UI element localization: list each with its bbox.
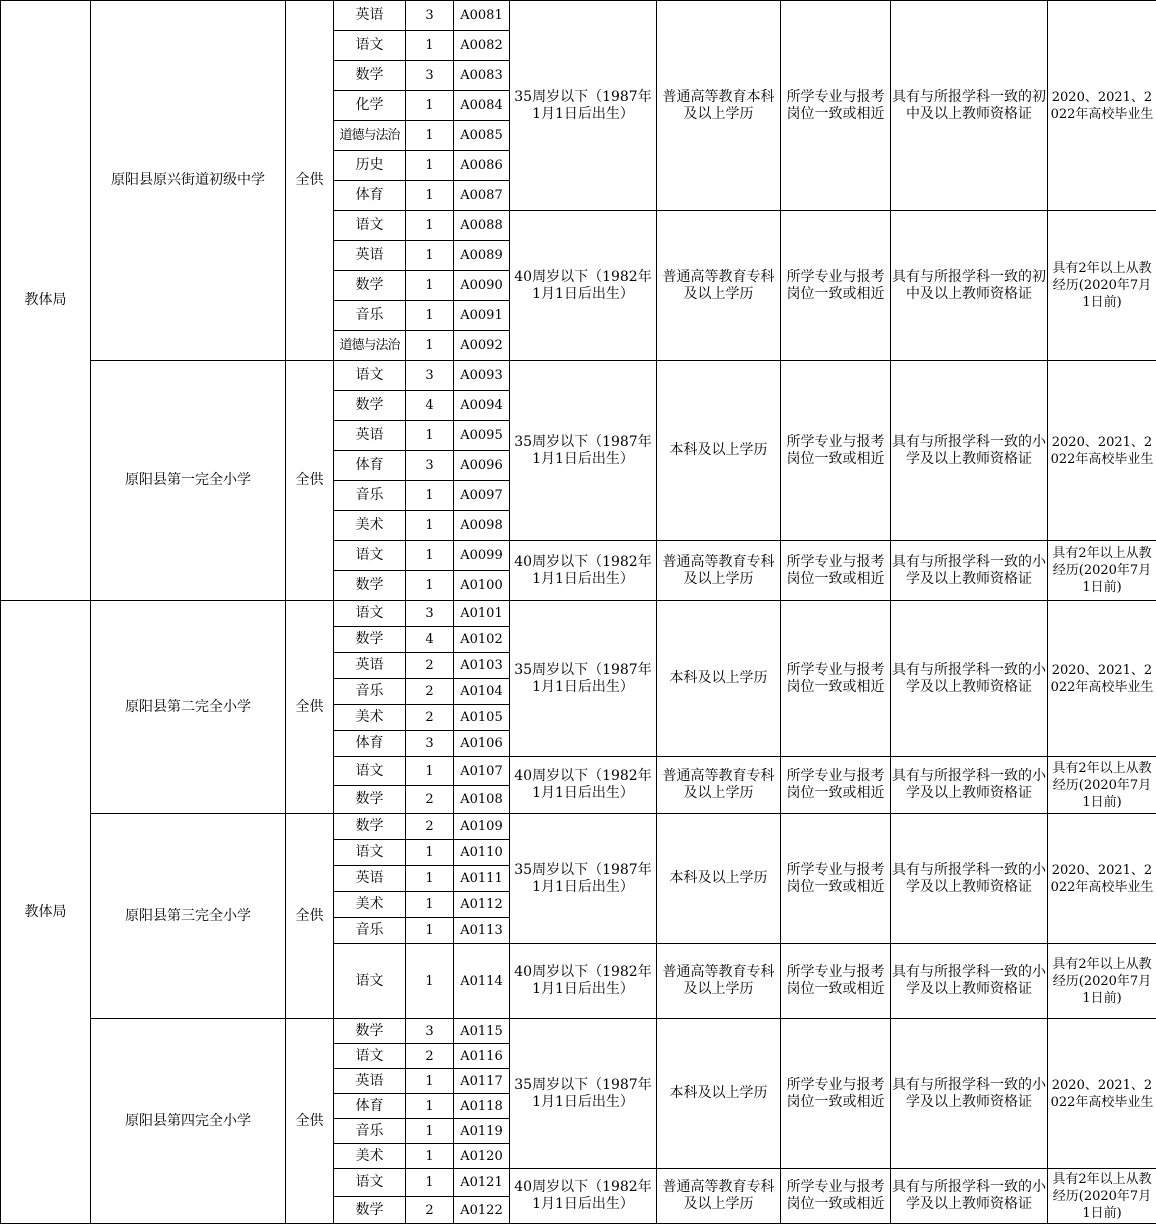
education-requirement-cell: 普通高等教育专科及以上学历 (657, 1169, 781, 1224)
count-cell: 3 (406, 731, 454, 757)
major-requirement-cell: 所学专业与报考岗位一致或相近 (781, 601, 891, 757)
position-code-cell: A0097 (454, 481, 510, 511)
position-code-cell: A0116 (454, 1044, 510, 1069)
count-cell: 1 (406, 241, 454, 271)
position-code-cell: A0117 (454, 1069, 510, 1094)
subject-cell: 数学 (334, 627, 406, 653)
subject-cell: 音乐 (334, 679, 406, 705)
age-requirement-cell: 40周岁以下（1982年1月1日后出生） (510, 541, 657, 601)
funding-cell: 全供 (286, 1019, 334, 1224)
funding-cell: 全供 (286, 814, 334, 1019)
position-code-cell: A0113 (454, 918, 510, 944)
major-requirement-cell: 所学专业与报考岗位一致或相近 (781, 1, 891, 211)
education-requirement-cell: 本科及以上学历 (657, 601, 781, 757)
major-requirement-cell: 所学专业与报考岗位一致或相近 (781, 944, 891, 1019)
certificate-requirement-cell: 具有与所报学科一致的小学及以上教师资格证 (891, 361, 1048, 541)
position-code-cell: A0100 (454, 571, 510, 601)
subject-cell: 语文 (334, 601, 406, 627)
other-requirement-cell: 2020、2021、2022年高校毕业生 (1048, 1, 1156, 211)
other-requirement-cell: 2020、2021、2022年高校毕业生 (1048, 601, 1156, 757)
position-code-cell: A0095 (454, 421, 510, 451)
subject-cell: 化学 (334, 91, 406, 121)
position-code-cell: A0092 (454, 331, 510, 361)
other-requirement-cell: 2020、2021、2022年高校毕业生 (1048, 1019, 1156, 1169)
count-cell: 1 (406, 866, 454, 892)
count-cell: 1 (406, 31, 454, 61)
subject-cell: 语文 (334, 944, 406, 1019)
count-cell: 1 (406, 944, 454, 1019)
age-requirement-cell: 40周岁以下（1982年1月1日后出生） (510, 1169, 657, 1224)
count-cell: 4 (406, 391, 454, 421)
education-requirement-cell: 普通高等教育专科及以上学历 (657, 757, 781, 814)
major-requirement-cell: 所学专业与报考岗位一致或相近 (781, 361, 891, 541)
count-cell: 1 (406, 481, 454, 511)
age-requirement-cell: 35周岁以下（1987年1月1日后出生） (510, 1, 657, 211)
subject-cell: 英语 (334, 866, 406, 892)
subject-cell: 数学 (334, 1197, 406, 1224)
count-cell: 2 (406, 705, 454, 731)
certificate-requirement-cell: 具有与所报学科一致的小学及以上教师资格证 (891, 944, 1048, 1019)
position-code-cell: A0118 (454, 1094, 510, 1119)
table-row (1, 1, 1156, 31)
subject-cell: 音乐 (334, 301, 406, 331)
subject-cell: 美术 (334, 1144, 406, 1169)
count-cell: 1 (406, 301, 454, 331)
table-row (1, 361, 1156, 391)
education-requirement-cell: 本科及以上学历 (657, 1019, 781, 1169)
subject-cell: 数学 (334, 571, 406, 601)
count-cell: 1 (406, 757, 454, 786)
count-cell: 1 (406, 918, 454, 944)
age-requirement-cell: 35周岁以下（1987年1月1日后出生） (510, 361, 657, 541)
subject-cell: 语文 (334, 31, 406, 61)
education-requirement-cell: 本科及以上学历 (657, 361, 781, 541)
other-requirement-cell: 2020、2021、2022年高校毕业生 (1048, 361, 1156, 541)
count-cell: 4 (406, 627, 454, 653)
subject-cell: 美术 (334, 511, 406, 541)
department-cell: 教体局 (1, 601, 91, 1224)
certificate-requirement-cell: 具有与所报学科一致的小学及以上教师资格证 (891, 1019, 1048, 1169)
age-requirement-cell: 40周岁以下（1982年1月1日后出生） (510, 944, 657, 1019)
certificate-requirement-cell: 具有与所报学科一致的小学及以上教师资格证 (891, 541, 1048, 601)
position-code-cell: A0114 (454, 944, 510, 1019)
position-code-cell: A0101 (454, 601, 510, 627)
position-code-cell: A0115 (454, 1019, 510, 1044)
position-code-cell: A0121 (454, 1169, 510, 1197)
position-code-cell: A0099 (454, 541, 510, 571)
count-cell: 1 (406, 331, 454, 361)
position-code-cell: A0111 (454, 866, 510, 892)
subject-cell: 英语 (334, 421, 406, 451)
other-requirement-cell: 具有2年以上从教经历(2020年7月1日前) (1048, 1169, 1156, 1224)
subject-cell: 数学 (334, 814, 406, 840)
subject-cell: 数学 (334, 391, 406, 421)
subject-cell: 美术 (334, 705, 406, 731)
count-cell: 1 (406, 1094, 454, 1119)
count-cell: 1 (406, 571, 454, 601)
subject-cell: 英语 (334, 1, 406, 31)
major-requirement-cell: 所学专业与报考岗位一致或相近 (781, 211, 891, 361)
count-cell: 3 (406, 1019, 454, 1044)
subject-cell: 数学 (334, 786, 406, 814)
position-code-cell: A0104 (454, 679, 510, 705)
education-requirement-cell: 普通高等教育本科及以上学历 (657, 1, 781, 211)
subject-cell: 数学 (334, 61, 406, 91)
subject-cell: 语文 (334, 840, 406, 866)
subject-cell: 美术 (334, 892, 406, 918)
subject-cell: 语文 (334, 211, 406, 241)
certificate-requirement-cell: 具有与所报学科一致的初中及以上教师资格证 (891, 211, 1048, 361)
certificate-requirement-cell: 具有与所报学科一致的小学及以上教师资格证 (891, 757, 1048, 814)
subject-cell: 体育 (334, 451, 406, 481)
age-requirement-cell: 40周岁以下（1982年1月1日后出生） (510, 757, 657, 814)
major-requirement-cell: 所学专业与报考岗位一致或相近 (781, 1169, 891, 1224)
position-code-cell: A0102 (454, 627, 510, 653)
count-cell: 1 (406, 211, 454, 241)
count-cell: 1 (406, 541, 454, 571)
position-code-cell: A0081 (454, 1, 510, 31)
subject-cell: 语文 (334, 1169, 406, 1197)
count-cell: 2 (406, 1044, 454, 1069)
certificate-requirement-cell: 具有与所报学科一致的小学及以上教师资格证 (891, 1169, 1048, 1224)
count-cell: 2 (406, 679, 454, 705)
position-code-cell: A0087 (454, 181, 510, 211)
other-requirement-cell: 具有2年以上从教经历(2020年7月1日前) (1048, 757, 1156, 814)
other-requirement-cell: 具有2年以上从教经历(2020年7月1日前) (1048, 944, 1156, 1019)
count-cell: 2 (406, 814, 454, 840)
position-code-cell: A0082 (454, 31, 510, 61)
count-cell: 1 (406, 1144, 454, 1169)
position-code-cell: A0105 (454, 705, 510, 731)
position-code-cell: A0112 (454, 892, 510, 918)
subject-cell: 语文 (334, 361, 406, 391)
count-cell: 3 (406, 601, 454, 627)
count-cell: 2 (406, 786, 454, 814)
funding-cell: 全供 (286, 361, 334, 601)
position-code-cell: A0103 (454, 653, 510, 679)
position-code-cell: A0122 (454, 1197, 510, 1224)
count-cell: 1 (406, 421, 454, 451)
certificate-requirement-cell: 具有与所报学科一致的小学及以上教师资格证 (891, 814, 1048, 944)
count-cell: 1 (406, 91, 454, 121)
count-cell: 1 (406, 121, 454, 151)
position-code-cell: A0083 (454, 61, 510, 91)
position-code-cell: A0119 (454, 1119, 510, 1144)
age-requirement-cell: 40周岁以下（1982年1月1日后出生） (510, 211, 657, 361)
position-code-cell: A0093 (454, 361, 510, 391)
school-name-cell: 原阳县第四完全小学 (91, 1019, 286, 1224)
school-name-cell: 原阳县第二完全小学 (91, 601, 286, 814)
position-code-cell: A0084 (454, 91, 510, 121)
subject-cell: 道德与法治 (334, 331, 406, 361)
count-cell: 2 (406, 653, 454, 679)
department-cell: 教体局 (1, 1, 91, 601)
subject-cell: 体育 (334, 181, 406, 211)
position-code-cell: A0090 (454, 271, 510, 301)
count-cell: 1 (406, 1119, 454, 1144)
other-requirement-cell: 2020、2021、2022年高校毕业生 (1048, 814, 1156, 944)
position-code-cell: A0120 (454, 1144, 510, 1169)
position-code-cell: A0085 (454, 121, 510, 151)
position-code-cell: A0107 (454, 757, 510, 786)
subject-cell: 音乐 (334, 1119, 406, 1144)
subject-cell: 历史 (334, 151, 406, 181)
education-requirement-cell: 本科及以上学历 (657, 814, 781, 944)
subject-cell: 体育 (334, 731, 406, 757)
position-code-cell: A0106 (454, 731, 510, 757)
count-cell: 1 (406, 892, 454, 918)
position-code-cell: A0109 (454, 814, 510, 840)
count-cell: 1 (406, 151, 454, 181)
subject-cell: 音乐 (334, 481, 406, 511)
funding-cell: 全供 (286, 601, 334, 814)
table-row (1, 1019, 1156, 1044)
count-cell: 1 (406, 1169, 454, 1197)
age-requirement-cell: 35周岁以下（1987年1月1日后出生） (510, 814, 657, 944)
subject-cell: 音乐 (334, 918, 406, 944)
education-requirement-cell: 普通高等教育专科及以上学历 (657, 944, 781, 1019)
count-cell: 2 (406, 1197, 454, 1224)
age-requirement-cell: 35周岁以下（1987年1月1日后出生） (510, 601, 657, 757)
education-requirement-cell: 普通高等教育专科及以上学历 (657, 541, 781, 601)
major-requirement-cell: 所学专业与报考岗位一致或相近 (781, 814, 891, 944)
certificate-requirement-cell: 具有与所报学科一致的初中及以上教师资格证 (891, 1, 1048, 211)
subject-cell: 数学 (334, 1019, 406, 1044)
funding-cell: 全供 (286, 1, 334, 361)
subject-cell: 语文 (334, 757, 406, 786)
major-requirement-cell: 所学专业与报考岗位一致或相近 (781, 541, 891, 601)
count-cell: 1 (406, 840, 454, 866)
position-code-cell: A0088 (454, 211, 510, 241)
count-cell: 3 (406, 61, 454, 91)
position-code-cell: A0086 (454, 151, 510, 181)
major-requirement-cell: 所学专业与报考岗位一致或相近 (781, 757, 891, 814)
school-name-cell: 原阳县第三完全小学 (91, 814, 286, 1019)
count-cell: 3 (406, 1, 454, 31)
table-row (1, 601, 1156, 627)
subject-cell: 语文 (334, 1044, 406, 1069)
school-name-cell: 原阳县原兴街道初级中学 (91, 1, 286, 361)
subject-cell: 体育 (334, 1094, 406, 1119)
position-code-cell: A0091 (454, 301, 510, 331)
count-cell: 1 (406, 271, 454, 301)
education-requirement-cell: 普通高等教育专科及以上学历 (657, 211, 781, 361)
count-cell: 3 (406, 451, 454, 481)
count-cell: 1 (406, 181, 454, 211)
other-requirement-cell: 具有2年以上从教经历(2020年7月1日前) (1048, 541, 1156, 601)
school-name-cell: 原阳县第一完全小学 (91, 361, 286, 601)
age-requirement-cell: 35周岁以下（1987年1月1日后出生） (510, 1019, 657, 1169)
position-code-cell: A0110 (454, 840, 510, 866)
table-row (1, 814, 1156, 840)
position-code-cell: A0098 (454, 511, 510, 541)
count-cell: 3 (406, 361, 454, 391)
subject-cell: 英语 (334, 653, 406, 679)
other-requirement-cell: 具有2年以上从教经历(2020年7月1日前) (1048, 211, 1156, 361)
position-code-cell: A0096 (454, 451, 510, 481)
position-code-cell: A0094 (454, 391, 510, 421)
count-cell: 1 (406, 511, 454, 541)
table-body (1, 1, 1156, 1224)
subject-cell: 英语 (334, 241, 406, 271)
subject-cell: 数学 (334, 271, 406, 301)
count-cell: 1 (406, 1069, 454, 1094)
position-code-cell: A0108 (454, 786, 510, 814)
subject-cell: 道德与法治 (334, 121, 406, 151)
subject-cell: 英语 (334, 1069, 406, 1094)
certificate-requirement-cell: 具有与所报学科一致的小学及以上教师资格证 (891, 601, 1048, 757)
position-code-cell: A0089 (454, 241, 510, 271)
major-requirement-cell: 所学专业与报考岗位一致或相近 (781, 1019, 891, 1169)
subject-cell: 语文 (334, 541, 406, 571)
